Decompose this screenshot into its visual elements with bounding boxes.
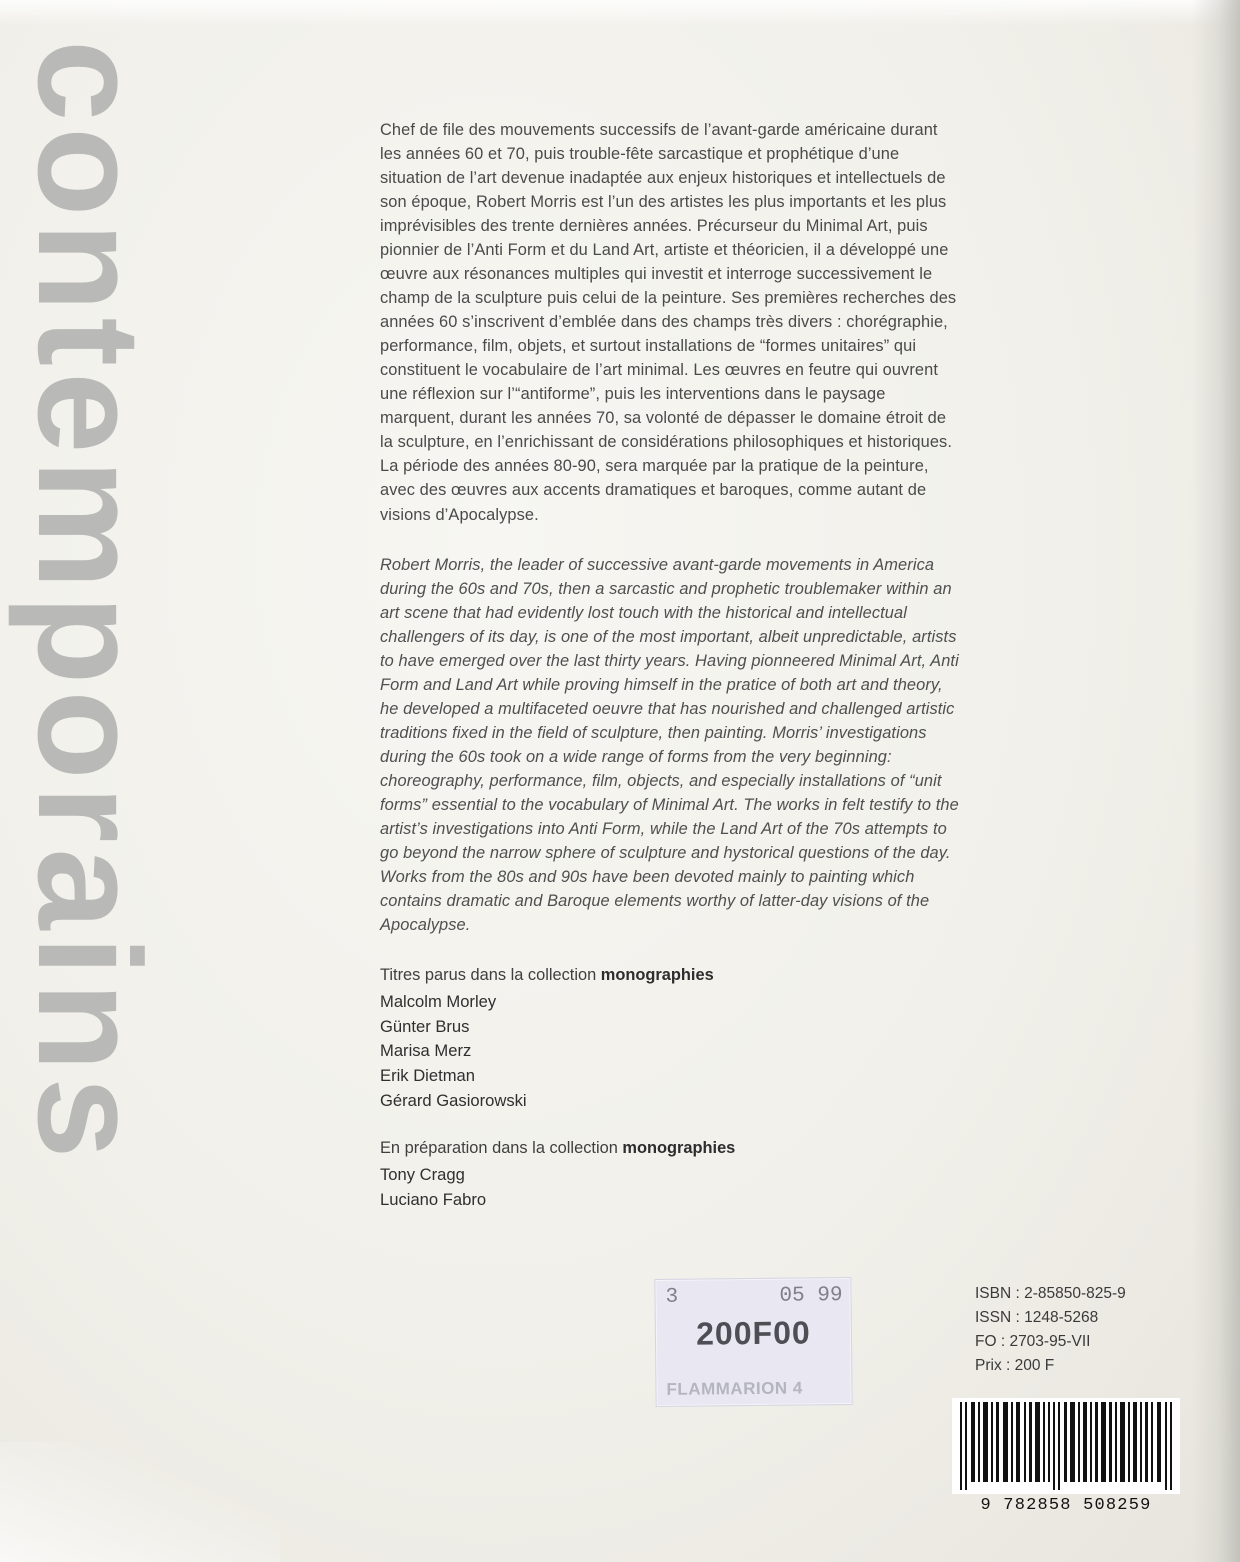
forthcoming-titles-block — [380, 1136, 960, 1212]
stamp-code: 3 — [665, 1285, 679, 1309]
barcode-icon — [952, 1398, 1180, 1494]
published-heading-prefix: Titres parus dans la collection — [380, 966, 601, 985]
stamp-top-row — [665, 1284, 842, 1309]
list-item: Marisa Merz — [380, 1041, 472, 1061]
price-line: Prix : 200 F — [975, 1357, 1055, 1375]
list-item: Malcolm Morley — [380, 991, 497, 1011]
blurb-english: Robert Morris, the leader of successive avant-garde movements in America during the 60s and 70s, then a sarcastic and prophetic troublemaker within an art scene that had evidently lost touch with the historical and intellectual challengers of its day, is one of the most important, albeit unpredictable, artists to have emerged over the last thirty years. Having pionneered Minimal Art, Anti Form and Land Art while proving himself in the pratice of both art and theory, he developed a multifaceted oeuvre that has nourished and challenged artistic traditions fixed in the field of sculpture, then painting. Morris’ investigations during the 60s took on a wide range of forms from the very beginning: choreography, performance, film, objects, and especially installations of “unit forms” essential to the vocabulary of Minimal Art. The works in felt testify to the artist’s investigations into Anti Form, while the Land Art of the 70s attempts to go beyond the narrow sphere of sculpture and hystorical questions of the day. Works from the 80s and 90s have been devoted mainly to painting which contains dramatic and Baroque elements worthy of latter-day visions of the Apocalypse. — [380, 555, 959, 934]
forthcoming-heading-prefix: En préparation dans la collection — [380, 1139, 623, 1158]
published-heading — [380, 963, 960, 988]
blurb-french: Chef de file des mouvements successifs de l’avant-garde américaine durant les années 60 et 70, puis trouble-fête sarcastique et prophétique d’une situation de l’art devenue inadaptée aux enjeux historiques et intellectuels de son époque, Robert Morris est l’un des artistes les plus importants et les plus imprévisibles des trente dernières années. Précurseur du Minimal Art, puis pionnier de l’Anti Form et du Land Art, artiste et théoricien, il a développé une œuvre aux résonances multiples qui investit et interroge successivement le champ de la sculpture puis celui de la peinture. Ses premières recherches des années 60 s’inscrivent d’emblée dans des champs très divers : chorégraphie, performance, film, objets, et surtout installations de “formes unitaires” qui constituent le vocabulaire de l’art minimal. Les œuvres en feutre qui ouvrent une réflexion sur l’“antiforme”, puis les interventions dans le paysage marquent, durant les années 70, sa volonté de dépasser le domaine étroit de la sculpture, en l’enrichissant de considérations philosophiques et historiques. La période des années 80-90, sera marquée par la pratique de la peinture, avec des œuvres aux accents dramatiques et baroques, comme autant de visions d’Apocalypse. — [380, 121, 957, 524]
barcode-number: 9 782858 508259 — [980, 1496, 1152, 1515]
forthcoming-heading — [380, 1136, 960, 1161]
barcode-block — [952, 1398, 1180, 1515]
isbn-line: ISBN : 2-85850-825-9 — [975, 1285, 1126, 1302]
published-heading-collection: monographies — [600, 966, 714, 985]
identifiers-block — [975, 1282, 1126, 1378]
stamp-date: 05 99 — [779, 1284, 843, 1308]
paper-right-shadow — [1192, 0, 1240, 1562]
list-item: Günter Brus — [380, 1016, 470, 1036]
stamp-amount: 200F00 — [695, 1314, 811, 1352]
paper-top-highlight — [0, 0, 1240, 26]
list-item: Erik Dietman — [380, 1066, 475, 1086]
forthcoming-heading-collection: monographies — [622, 1139, 736, 1158]
list-item: Gérard Gasiorowski — [380, 1091, 527, 1111]
list-item: Luciano Fabro — [380, 1189, 487, 1209]
issn-line: ISSN : 1248-5268 — [975, 1309, 1099, 1327]
list-item: Tony Cragg — [380, 1164, 465, 1184]
stamp-shop-name: FLAMMARION 4 — [666, 1378, 803, 1399]
collection-title: contemporains — [8, 40, 171, 1165]
published-titles-block — [380, 963, 960, 1114]
spine-title-area — [10, 40, 190, 1540]
back-cover-text — [380, 118, 960, 1234]
fo-line: FO : 2703-95-VII — [975, 1333, 1091, 1351]
price-stamp — [654, 1277, 852, 1407]
